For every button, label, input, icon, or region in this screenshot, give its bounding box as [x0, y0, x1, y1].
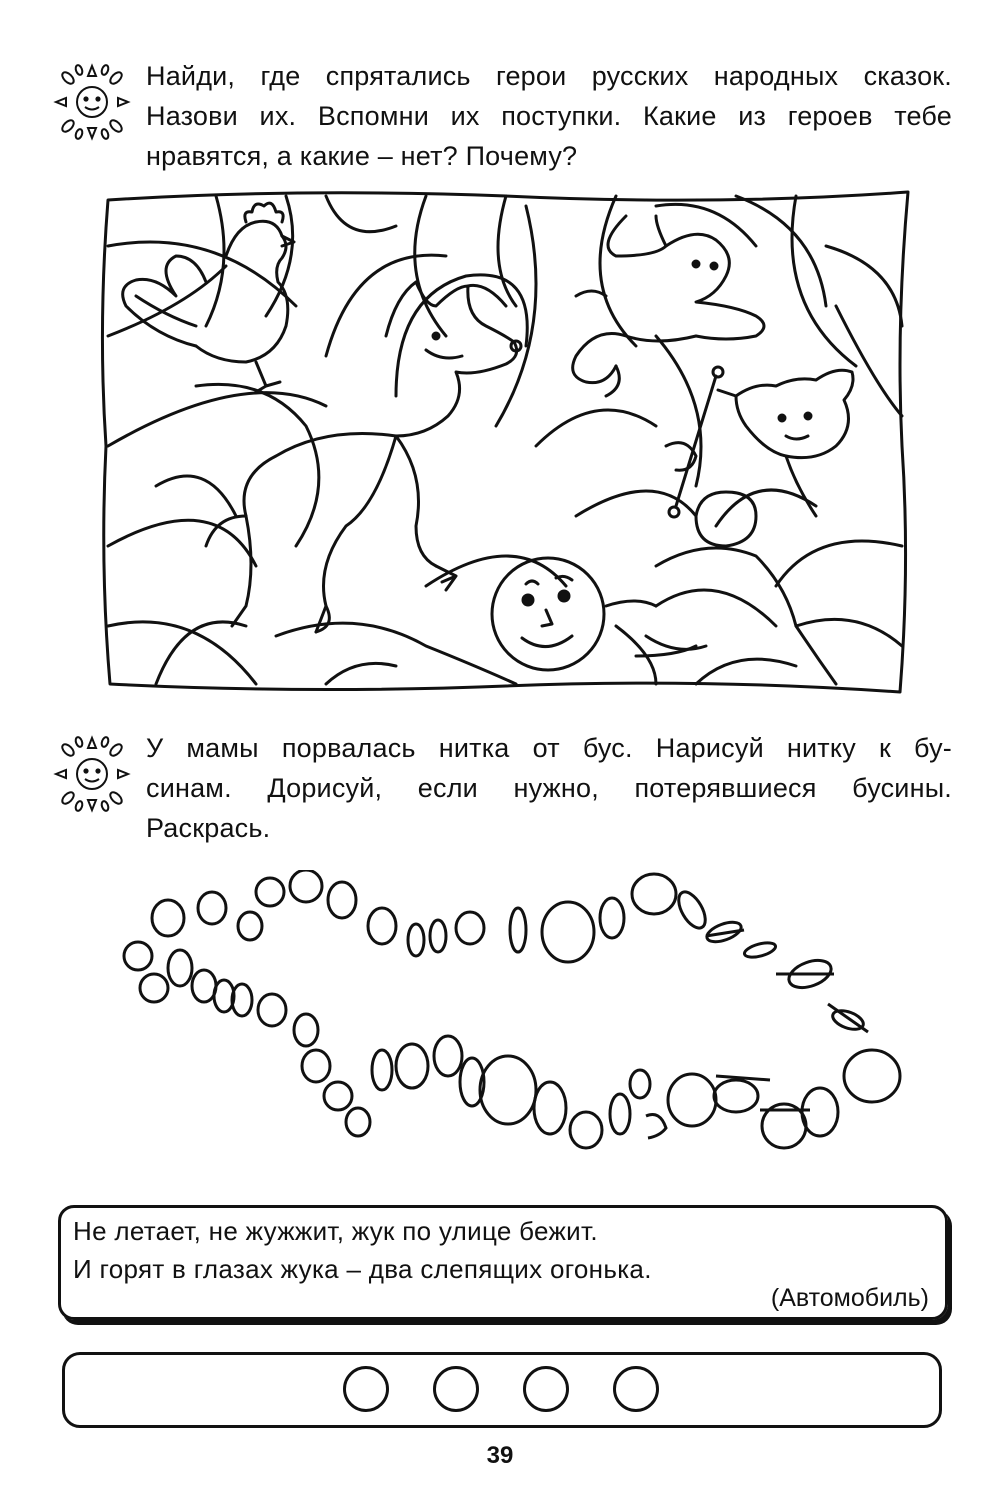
sun-icon [52, 62, 132, 142]
task-line: нравятся, а какие – нет? Почему? [146, 141, 578, 171]
riddle-line: И горят в глазах жука – два слепящих огонька. [73, 1254, 652, 1284]
task-line: У мамы порвалась нитка от бус. Нарисуй нитку к бу- [146, 733, 952, 763]
task-instructions [146, 728, 952, 848]
sun-icon [52, 734, 132, 814]
riddle-line: Не летает, не жужжит, жук по улице бежит. [73, 1216, 598, 1246]
letter-circle[interactable] [613, 1366, 659, 1412]
riddle-box [58, 1205, 948, 1320]
letter-circle[interactable] [433, 1366, 479, 1412]
answer-box [62, 1352, 942, 1428]
page-number: 39 [486, 1442, 514, 1469]
hidden-heroes-picture [96, 186, 916, 706]
task-line: Раскрась. [146, 813, 271, 843]
task-line: Назови их. Вспомни их поступки. Какие из героев тебе [146, 101, 952, 131]
letter-circle[interactable] [523, 1366, 569, 1412]
task-line: Найди, где спрятались герои русских народных сказок. [146, 61, 952, 91]
riddle-answer: (Автомобиль) [770, 1284, 929, 1312]
scattered-beads [120, 870, 910, 1190]
task-line: синам. Дорисуй, если нужно, потерявшиеся бусины. [146, 773, 952, 803]
task-instructions [146, 56, 952, 176]
letter-circle[interactable] [343, 1366, 389, 1412]
